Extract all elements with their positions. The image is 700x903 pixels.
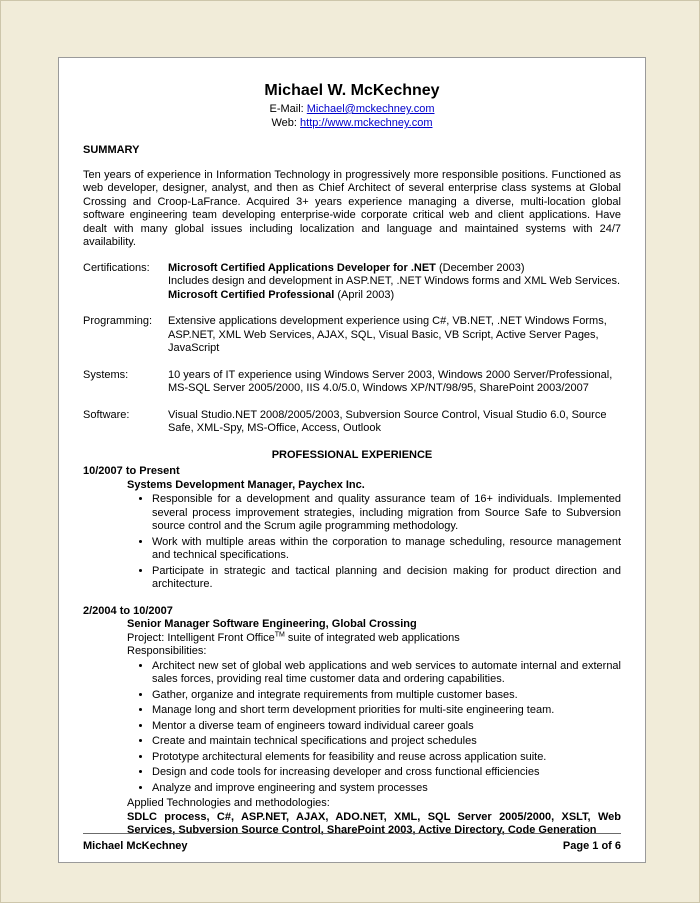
experience-heading: PROFESSIONAL EXPERIENCE xyxy=(271,448,433,461)
author-name: Michael W. McKechney xyxy=(264,82,440,99)
bullet-item: • Manage long and short term development priorities for multi-site engineering team. xyxy=(152,704,621,718)
qualification-row-certifications xyxy=(83,262,621,303)
applied-technologies-text: SDLC process, C#, ASP.NET, AJAX, ADO.NET, XML, SQL Server 2005/2000, XSLT, Web Services, Subversion Source Control, SharePoint 2003, Active Directory, Code Generation xyxy=(127,810,621,836)
software-label: Software: xyxy=(83,408,130,421)
software-value: Visual Studio.NET 2008/2005/2003, Subversion Source Control, Visual Studio 6.0, Source Safe, XML-Spy, MS-Office, Access, Outlook xyxy=(168,408,607,434)
project-line: Project: Intelligent Front Office™ suite of integrated web applications xyxy=(127,630,460,644)
job-title: Systems Development Manager, Paychex Inc. xyxy=(127,478,365,491)
programming-value: Extensive applications development experience using C#, VB.NET, .NET Windows Forms, ASP.NET, XML Web Services, AJAX, SQL, Visual Basic, VB Script, Active Server Pages, JavaScript xyxy=(168,315,607,354)
certifications-value xyxy=(168,262,621,303)
email-label: E-Mail: xyxy=(269,103,307,115)
bullet-item: • Participate in strategic and tactical planning and decision making for product direction and architecture. xyxy=(152,565,621,592)
job-bullets xyxy=(83,493,621,592)
systems-value: 10 years of IT experience using Windows Server 2003, Windows 2000 Server/Professional, MS-SQL Server 2005/2000, IIS 4.0/5.0, Windows XP/NT/98/95, SharePoint 2003/2007 xyxy=(168,368,613,394)
footer-page-number: Page 1 of 6 xyxy=(562,839,621,852)
bullet-item: • Architect new set of global web applications and web services to automate internal and external sales forces, providing real time customer data and ordering capabilities. xyxy=(152,660,621,687)
job-bullets xyxy=(83,660,621,796)
trademark-symbol: TM xyxy=(274,630,285,638)
certifications-label: Certifications: xyxy=(83,261,150,274)
systems-label: Systems: xyxy=(83,368,129,381)
document-header xyxy=(83,82,621,130)
job-section-global-crossing xyxy=(83,605,621,838)
bullet-item: • Design and code tools for increasing developer and cross functional efficiencies xyxy=(152,766,621,780)
email-link[interactable]: Michael@mckechney.com xyxy=(306,103,435,115)
footer-author-name: Michael McKechney xyxy=(83,839,188,852)
certification-detail: Includes design and development in ASP.NET, .NET Windows forms and XML Web Services. xyxy=(168,275,621,287)
email-line xyxy=(83,102,621,116)
job-title: Senior Manager Software Engineering, Global Crossing xyxy=(127,618,417,630)
bullet-item: • Responsible for a development and quality assurance team of 16+ individuals. Implemented several process improvement strategies, including migration from Source Safe to Subversion source control and the Scrum agile programming methodology. xyxy=(152,493,621,534)
job-dates: 2/2004 to 10/2007 xyxy=(83,604,173,617)
web-line xyxy=(83,116,621,130)
website-link[interactable]: http://www.mckechney.com xyxy=(300,117,433,129)
web-label: Web: xyxy=(271,117,301,129)
certification-line: Microsoft Certified Professional (April 2003) xyxy=(168,288,395,301)
applied-technologies-label: Applied Technologies and methodologies: xyxy=(127,797,330,809)
qualification-row-programming xyxy=(83,315,621,356)
responsibilities-label: Responsibilities: xyxy=(127,645,207,657)
job-dates: 10/2007 to Present xyxy=(83,465,180,477)
summary-text: Ten years of experience in Information Technology in progressively more responsible positions. Functioned as web developer, designer, analyst, and then as Chief Architect of several enterprise class systems at Global Crossing and Croop-LaFrance. Acquired 3+ years experience managing a diverse, multi-location global software engineering team developing enterprise-wide corporate critical web and client applications. Have dealt with many global issues including localization and language and maintained systems with 24/7 availability. xyxy=(83,168,621,248)
bullet-item: • Gather, organize and integrate requirements from multiple customer bases. xyxy=(152,689,621,703)
resume-page xyxy=(58,57,646,863)
bullet-item: • Work with multiple areas within the corporation to manage scheduling, resource management and technical specifications. xyxy=(152,536,621,563)
summary-heading: SUMMARY xyxy=(83,144,140,156)
qualification-row-software xyxy=(83,409,621,436)
programming-label: Programming: xyxy=(83,315,153,327)
qualification-row-systems xyxy=(83,369,621,396)
job-section-paychex xyxy=(83,465,621,592)
page-footer xyxy=(83,833,621,854)
bullet-item: • Create and maintain technical specifications and project schedules xyxy=(152,735,621,749)
bullet-item: • Analyze and improve engineering and system processes xyxy=(152,782,621,796)
bullet-item: • Prototype architectural elements for feasibility and reuse across application suite. xyxy=(152,751,621,765)
certification-line: Microsoft Certified Applications Developer for .NET (December 2003) xyxy=(168,261,525,274)
bullet-item: • Mentor a diverse team of engineers toward individual career goals xyxy=(152,720,621,734)
